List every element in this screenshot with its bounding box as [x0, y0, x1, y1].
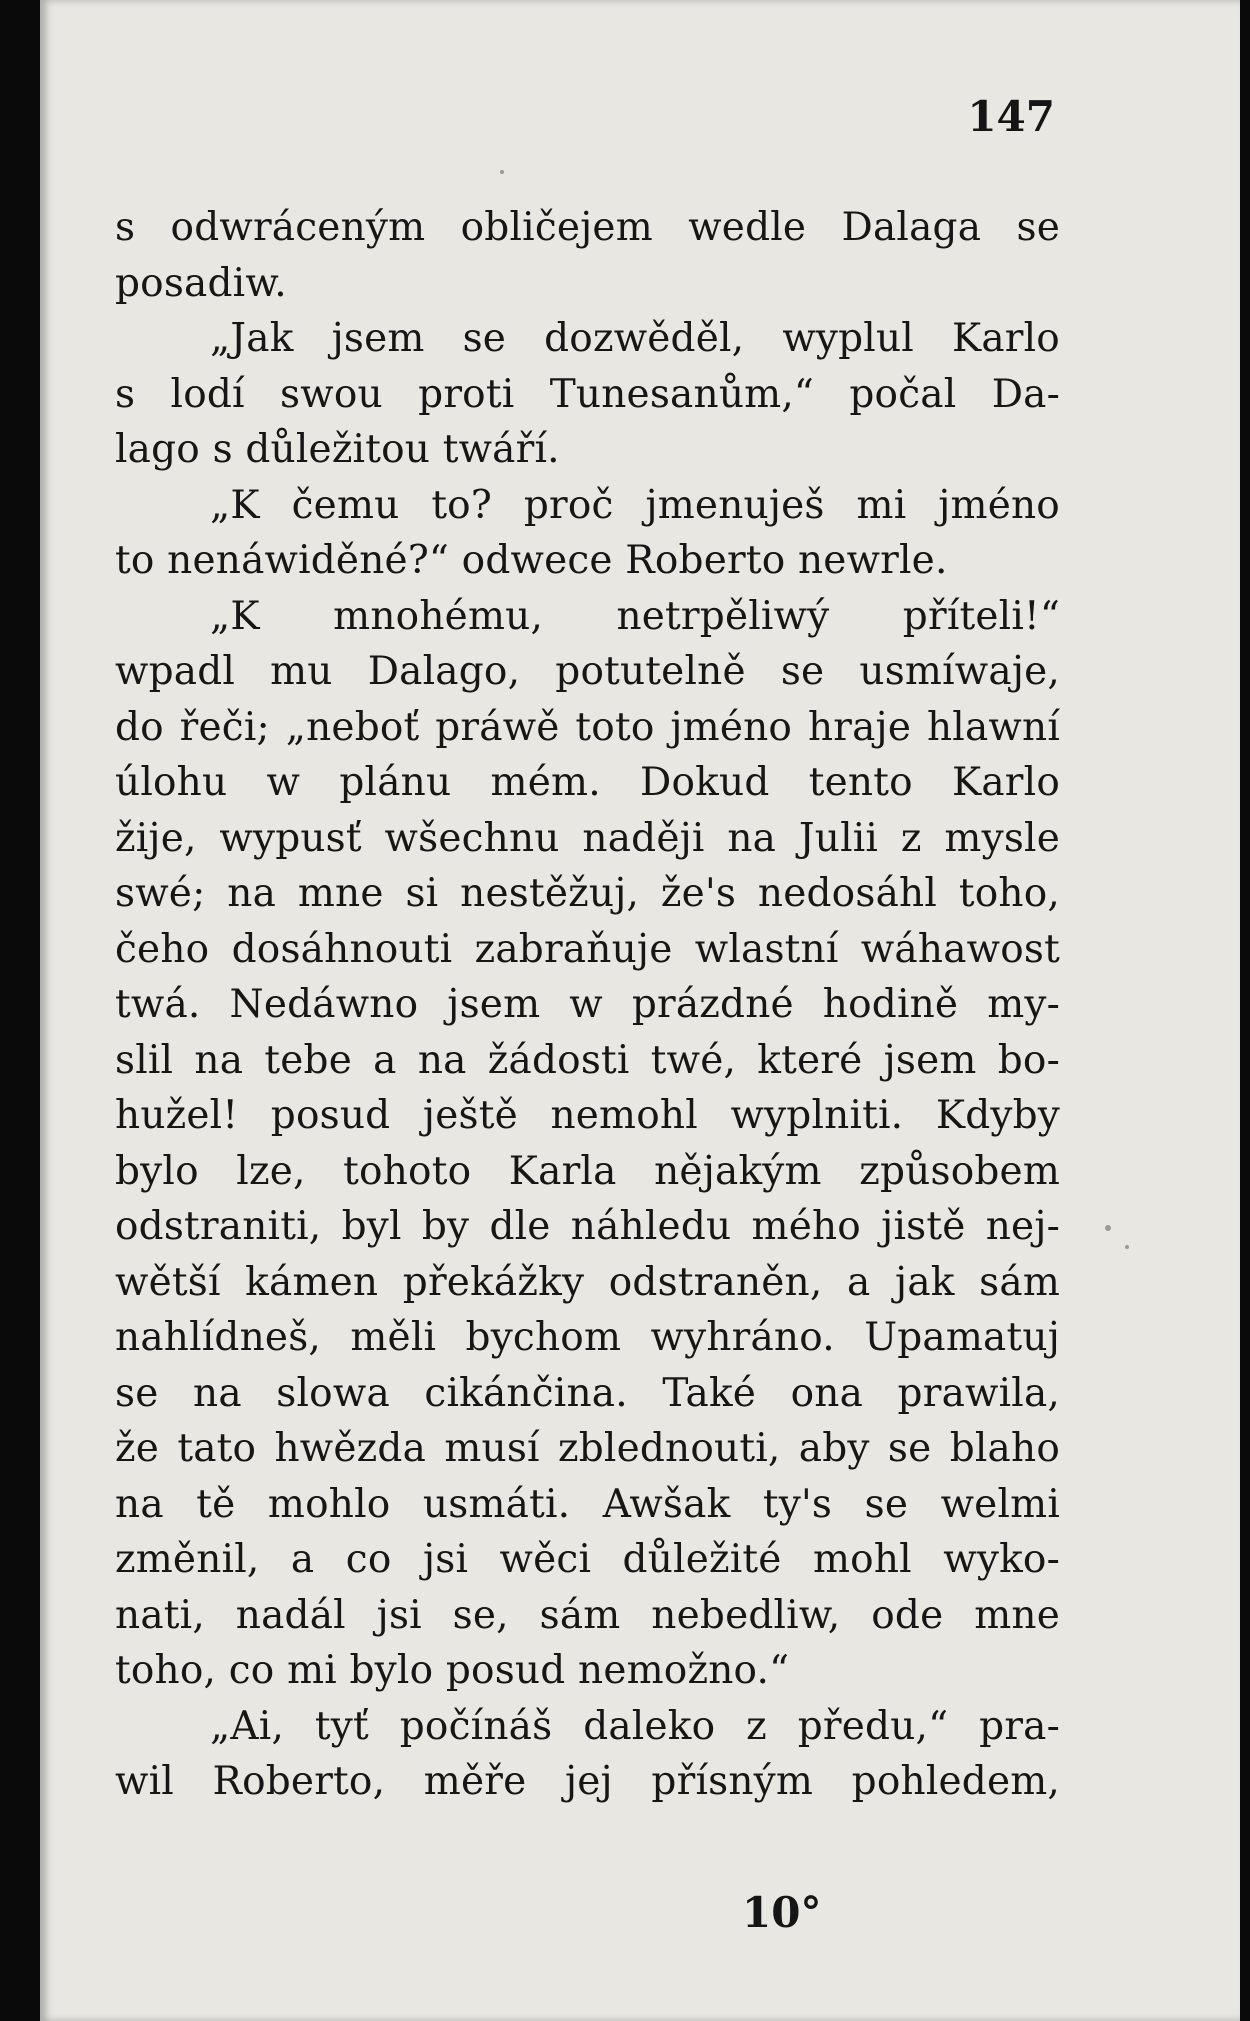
text-line: hužel! posud ještě nemohl wyplniti. Kdyby — [115, 1093, 1060, 1138]
text-line: se na slowa cikánčina. Také ona prawila, — [115, 1370, 1060, 1416]
paper-speck — [500, 170, 504, 174]
text-line: toho, co mi bylo posud nemožno.“ — [115, 1648, 790, 1693]
text-line: úlohu w plánu mém. Dokud tento Karlo — [115, 760, 1060, 805]
text-line: lago s důležitou twáří. — [115, 427, 560, 472]
printer-signature: 10° — [742, 1888, 822, 1937]
text-line: „Ai, tyť počínáš daleko z předu,“ pra- — [210, 1703, 1060, 1749]
text-line: do řeči; „neboť práwě toto jméno hraje hlawní — [115, 704, 1060, 750]
page-text — [115, 200, 1060, 1810]
paper-speck — [1105, 1225, 1111, 1231]
text-line: bylo lze, tohoto Karla nějakým způsobem — [115, 1148, 1060, 1194]
text-line: posadiw. — [115, 260, 287, 306]
text-line: změnil, a co jsi wěci důležité mohl wyko- — [115, 1537, 1060, 1582]
text-line: čeho dosáhnouti zabraňuje wlastní wáhawost — [115, 926, 1060, 972]
text-line: s lodí swou proti Tunesanům,“ počal Da- — [115, 371, 1060, 417]
text-line: swé; na mne si nestěžuj, že's nedosáhl toho, — [115, 871, 1060, 916]
text-line: s odwráceným obličejem wedle Dalaga se — [115, 205, 1060, 250]
text-line: twá. Nedáwno jsem w prázdné hodině my- — [115, 982, 1060, 1027]
text-line: wětší kámen překážky odstraněn, a jak sám — [115, 1259, 1060, 1305]
text-line: slil na tebe a na žádosti twé, které jsem bo- — [115, 1037, 1060, 1083]
paper-speck — [1125, 1245, 1129, 1249]
text-line: „Jak jsem se dozwěděl, wyplul Karlo — [210, 316, 1060, 361]
text-line: na tě mohlo usmáti. Awšak ty's se welmi — [115, 1481, 1060, 1527]
text-line: „K čemu to? proč jmenuješ mi jméno — [210, 482, 1060, 528]
text-line: wpadl mu Dalago, potutelně se usmíwaje, — [115, 649, 1060, 694]
text-line: žije, wypusť wšechnu naději na Julii z mysle — [115, 815, 1060, 861]
text-line: že tato hwězda musí zblednouti, aby se blaho — [115, 1426, 1060, 1471]
text-line: wil Roberto, měře jej přísným pohledem, — [115, 1759, 1060, 1804]
text-line: „K mnohému, netrpěliwý příteli!“ — [210, 593, 1060, 639]
text-line: nahlídneš, měli bychom wyhráno. Upamatuj — [115, 1315, 1060, 1360]
text-line: odstraniti, byl by dle náhledu mého jistě nej- — [115, 1204, 1060, 1249]
book-page — [40, 0, 1240, 2021]
text-line: to nenáwiděné?“ odwece Roberto newrle. — [115, 538, 948, 583]
page-number: 147 — [967, 92, 1055, 141]
text-line: nati, nadál jsi se, sám nebedliw, ode mne — [115, 1592, 1060, 1638]
